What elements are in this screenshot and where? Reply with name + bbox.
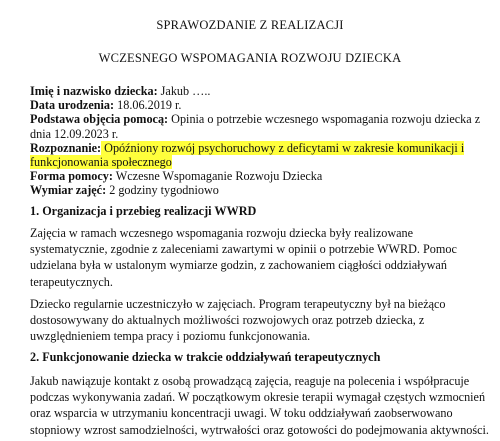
document-subtitle: WCZESNEGO WSPOMAGANIA ROZWOJU DZIECKA	[98, 51, 402, 65]
paragraph-line: terapeutycznych.	[30, 274, 113, 289]
diagnosis-value-line1: Opóźniony rozwój psychoruchowy z deficytami w zakresie komunikacji i	[101, 140, 465, 155]
paragraph-line: stopniowy wzrost samodzielności, wytrwałości oraz gotowości do podejmowania aktywności.	[30, 422, 489, 437]
basis-row	[30, 112, 482, 126]
paragraph-line: systematycznie, zgodnie z zaleceniami zawartymi w opinii o potrzebie WWRD. Pomoc	[30, 242, 457, 257]
paragraph-line: dostosowywany do aktualnych możliwości rozwojowych oraz potrzeb dziecka, z	[30, 313, 425, 328]
paragraph-line: Jakub nawiązuje kontakt z osobą prowadzącą zajęcia, reaguje na polecenia i współpracuje	[30, 374, 470, 388]
diagnosis-label: Rozpoznanie:	[30, 140, 102, 155]
birth-date-label: Data urodzenia:	[30, 98, 115, 113]
section1-heading: 1. Organizacja i przebieg realizacji WWRD	[30, 204, 257, 218]
document-title: SPRAWOZDANIE Z REALIZACJI	[156, 18, 344, 32]
diagnosis-value-line2: funkcjonowania społecznego	[30, 155, 172, 170]
diagnosis-row	[30, 141, 482, 155]
child-name-label: Imię i nazwisko dziecka:	[30, 84, 158, 98]
paragraph-line: Dziecko regularnie uczestniczyło w zajęciach. Program terapeutyczny był na bieżąco	[30, 297, 446, 311]
paragraph-line: podczas wykonywania zadań. W początkowym okresie terapii wymagał częstych wzmocnień	[30, 390, 486, 405]
hours-label: Wymiar zajęć:	[30, 183, 107, 198]
basis-value-line1: Opinia o potrzebie wczesnego wspomagania rozwoju dziecka z	[168, 112, 481, 127]
child-name-value: Jakub …..	[157, 84, 211, 98]
basis-value-line2: dnia 12.09.2023 r.	[30, 126, 119, 141]
section2-paragraph1	[30, 373, 489, 438]
form-row	[30, 169, 482, 183]
section1-paragraph2	[30, 296, 476, 345]
birth-date-value: 18.06.2019 r.	[114, 98, 182, 113]
hours-value: 2 godziny tygodniowo	[106, 183, 219, 198]
section1-paragraph1	[30, 225, 476, 290]
basis-label: Podstawa objęcia pomocą:	[30, 112, 169, 127]
paragraph-line: udzielana była w ustalonym wymiarze godzin, z zachowaniem ciągłości oddziaływań	[30, 258, 447, 273]
paragraph-line: uwzględnieniem tempa pracy i poziomu funkcjonowania.	[30, 329, 311, 344]
child-info-block	[30, 84, 482, 198]
basis-row-cont	[30, 127, 482, 141]
hours-row	[30, 183, 482, 197]
form-label: Forma pomocy:	[30, 169, 113, 184]
child-name-row	[30, 84, 482, 98]
paragraph-line: oraz wsparcia w utrzymaniu koncentracji uwagi. W toku oddziaływań zaobserwowano	[30, 406, 453, 421]
paragraph-line: Zajęcia w ramach wczesnego wspomagania rozwoju dziecka były realizowane	[30, 226, 414, 240]
section2-heading: 2. Funkcjonowanie dziecka w trakcie oddziaływań terapeutycznych	[30, 350, 381, 364]
diagnosis-row-cont	[30, 155, 482, 169]
form-value: Wczesne Wspomaganie Rozwoju Dziecka	[112, 169, 323, 184]
birth-date-row	[30, 98, 482, 112]
